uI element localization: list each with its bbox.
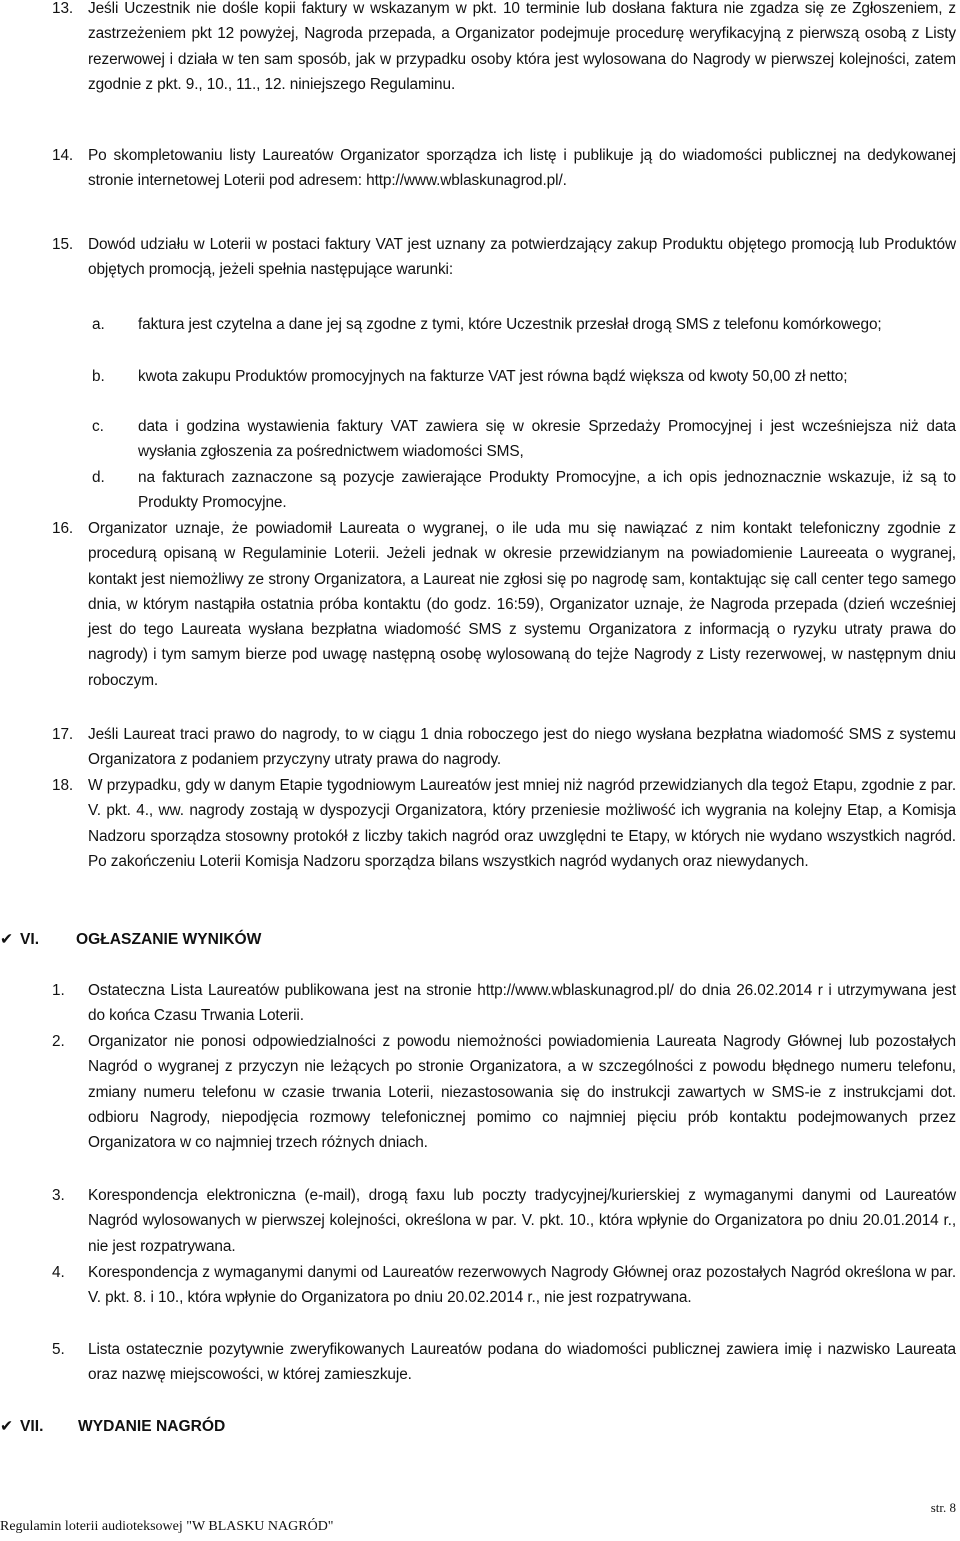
item-number: 2. [52,1033,65,1050]
item-vi-4 [52,1260,956,1311]
item-number: 13. [52,0,74,17]
item-15b [92,364,956,389]
item-letter: a. [92,316,105,333]
item-text: Organizator uznaje, że powiadomił Laureata o wygranej, o ile uda mu się nawiązać z nim kontakt telefoniczny zgodnie z procedurą opisaną w Regulaminie Loterii. Jeżeli jednak w okresie przewidzianym na powiadomienie Laureeata o wygranej, kontakt jest niemożliwy ze strony Organizatora, a Laureat nie zgłosi się po nagrodę sam, kontaktując się call center tego samego dnia, w którym nastąpiła ostatnia próba kontaktu (do godz. 16:59), Organizator uznaje, że Nagroda przepada (dzień wcześniej jest do tego Laureata wysłana bezpłatna wiadomość SMS z systemu Organizatora z informacją o ryzyku utraty prawa do nagrody) i tym samym bierze pod uwagę następną osobę wylosowaną do tejże Nagrody z Listy rezerwowej, w następnym dniu roboczym. [88,520,956,689]
item-text: Dowód udziału w Loterii w postaci faktury VAT jest uznany za potwierdzający zakup Produktu objętego promocją lub Produktów objętych promocją, jeżeli spełnia następujące warunki: [88,236,956,279]
bullet-icon: ✔ [0,931,14,948]
item-text: Po skompletowaniu listy Laureatów Organizator sporządza ich listę i publikuje ją do wiadomości publicznej na dedykowanej stronie internetowej Loterii pod adresem: http://www.wblaskunagrod.pl/. [88,147,956,190]
item-text: Organizator nie ponosi odpowiedzialności z powodu niemożności powiadomienia Laureata Nagrody Głównej lub pozostałych Nagród o wygranej z przyczyn nie leżących po stronie Organizatora, a w szczególności z powodu błędnego numeru telefonu, zmiany numeru telefonu w czasie trwania Loterii, niezastosowania się do instrukcji zawartych w SMS-ie z instrukcjami dot. odbioru Nagrody, niepodjęcia rozmowy telefonicznej pomimo co najmniej pięciu prób kontaktu podejmowanych przez Organizatora w co najmniej trzech różnych dniach. [88,1033,956,1152]
section-number: VI. [20,931,40,948]
item-15d [92,465,956,516]
item-text: Lista ostatecznie pozytywnie zweryfikowanych Laureatów podana do wiadomości publicznej zawiera imię i nazwisko Laureata oraz nazwę miejscowości, w której zamieszkuje. [88,1341,956,1384]
item-text: na fakturach zaznaczone są pozycje zawierające Produkty Promocyjne, a ich opis jednoznacznie wskazuje, iż są to Produkty Promocyjne. [138,469,956,512]
item-letter: d. [92,469,105,486]
footer-page-number: str. 8 [930,1500,956,1515]
item-13 [52,0,956,97]
footer-document-title: Regulamin loterii audioteksowej "W BLASKU NAGRÓD" [0,1519,334,1534]
item-number: 17. [52,726,74,743]
item-number: 18. [52,777,74,794]
item-14 [52,143,956,194]
item-text: W przypadku, gdy w danym Etapie tygodniowym Laureatów jest mniej niż nagród przewidzianych dla tegoż Etapu, zgodnie z par. V. pkt. 4., ww. nagrody zostają w dyspozycji Organizatora, który przeniesie możliwość ich wygrania na kolejny Etap, a Komisja Nadzoru sporządza stosowny protokół z liczby takich nagród oraz uwzględni te Etapy, w których nie wydano wszystkich nagród. Po zakończeniu Loterii Komisja Nadzoru sporządza bilans wszystkich nagród wydanych oraz niewydanych. [88,777,956,870]
item-15 [52,232,956,283]
section-heading-vii [0,1416,400,1440]
item-number: 5. [52,1341,65,1358]
item-17 [52,722,956,773]
item-text: kwota zakupu Produktów promocyjnych na fakturze VAT jest równa bądź większa od kwoty 50,00 zł netto; [138,368,848,385]
item-text: Jeśli Laureat traci prawo do nagrody, to w ciągu 1 dnia roboczego jest do niego wysłana bezpłatna wiadomość SMS z systemu Organizatora z podaniem przyczyny utraty prawa do nagrody. [88,726,956,769]
item-number: 4. [52,1264,65,1281]
item-letter: b. [92,368,105,385]
item-number: 16. [52,520,74,537]
bullet-icon: ✔ [0,1418,14,1435]
item-15a [92,312,956,337]
item-number: 14. [52,147,74,164]
item-text: data i godzina wystawienia faktury VAT zawiera się w okresie Sprzedaży Promocyjnej i jest wcześniejsza niż data wysłania zgłoszenia za pośrednictwem wiadomości SMS, [138,418,956,461]
item-vi-5 [52,1337,956,1388]
section-title: OGŁASZANIE WYNIKÓW [76,931,262,948]
item-vi-2 [52,1029,956,1155]
item-15c [92,414,956,465]
section-heading-vi [0,929,400,953]
item-text: Ostateczna Lista Laureatów publikowana jest na stronie http://www.wblaskunagrod.pl/ do dnia 26.02.2014 r i utrzymywana jest do końca Czasu Trwania Loterii. [88,982,956,1025]
item-18 [52,773,956,874]
item-text: Korespondencja z wymaganymi danymi od Laureatów rezerwowych Nagrody Głównej oraz pozostałych Nagród określona w par. V. pkt. 8. i 10., która wpłynie do Organizatora po dniu 20.02.2014 r., nie jest rozpatrywana. [88,1264,956,1307]
item-vi-3 [52,1183,956,1259]
item-number: 3. [52,1187,65,1204]
item-text: Jeśli Uczestnik nie dośle kopii faktury w wskazanym w pkt. 10 terminie lub dosłana faktura nie zgadza się ze Zgłoszeniem, z zastrzeżeniem pkt 12 powyżej, Nagroda przepada, a Organizator podejmuje procedurę weryfikacyjną z pierwszą osobą z Listy rezerwowej i działa w ten sam sposób, jak w przypadku osoby która jest wylosowana do Nagrody w pierwszej kolejności, zatem zgodnie z pkt. 9., 10., 11., 12. niniejszego Regulaminu. [88,0,956,93]
item-16 [52,516,956,693]
item-letter: c. [92,418,104,435]
section-number: VII. [20,1418,44,1435]
item-number: 15. [52,236,74,253]
item-text: faktura jest czytelna a dane jej są zgodne z tymi, które Uczestnik przesłał drogą SMS z telefonu komórkowego; [138,316,882,333]
section-title: WYDANIE NAGRÓD [78,1418,226,1435]
item-vi-1 [52,978,956,1029]
item-text: Korespondencja elektroniczna (e-mail), drogą faxu lub poczty tradycyjnej/kurierskiej z wymaganymi danymi od Laureatów Nagród wylosowanych w pierwszej kolejności, określona w par. V. pkt. 10., która wpłynie do Organizatora po dniu 20.01.2014 r., nie jest rozpatrywana. [88,1187,956,1255]
item-number: 1. [52,982,65,999]
